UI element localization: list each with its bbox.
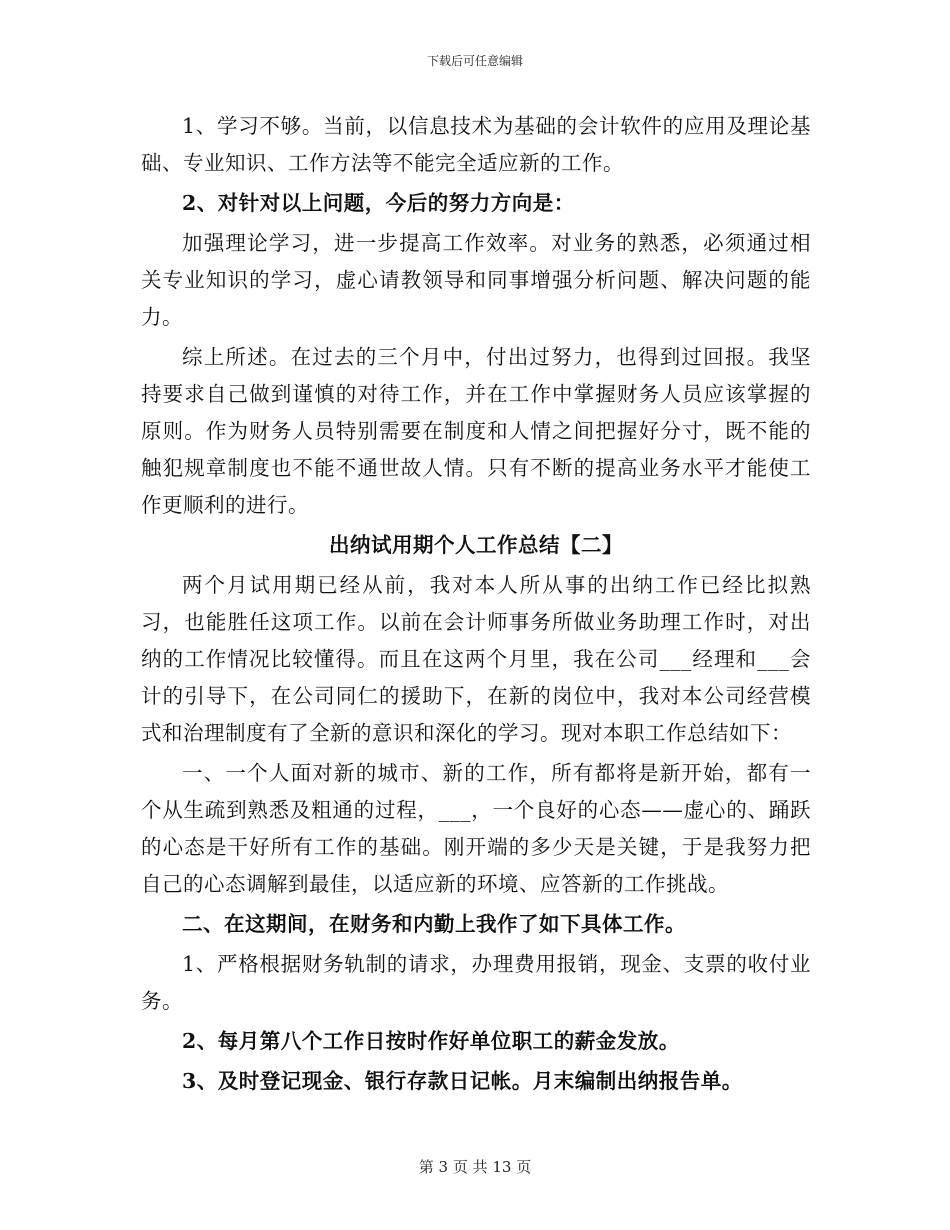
paragraph-item-1: 1、严格根据财务轨制的请求，办理费用报销，现金、支票的收付业务。 <box>141 952 811 1013</box>
paragraph-attitude: 一、一个人面对新的城市、新的工作，所有都将是新开始，都有一个从生疏到熟悉及粗通的过程，___，一个良好的心态——虚心的、踊跃的心态是干好所有工作的基础。刚开端的多少天是关键，于是我努力把自己的心态调解到最佳，以适应新的环境、应答新的工作挑战。 <box>141 761 811 896</box>
paragraph-direction-heading: 2、对针对以上问题，今后的努力方向是： <box>182 191 575 215</box>
paragraph-work-heading: 二、在这期间，在财务和内勤上我作了如下具体工作。 <box>182 912 686 936</box>
page-footer: 第 3 页 共 13 页 <box>418 1158 532 1176</box>
page-header: 下载后可任意编辑 <box>426 54 523 68</box>
paragraph-study-shortfall: 1、学习不够。当前，以信息技术为基础的会计软件的应用及理论基础、专业知识、工作方法等不能完全适应新的工作。 <box>141 114 811 175</box>
document-body <box>141 108 811 1103</box>
section-title: 出纳试用期个人工作总结【二】 <box>329 533 623 557</box>
paragraph-probation-intro: 两个月试用期已经从前，我对本人所从事的出纳工作已经比拟熟习，也能胜任这项工作。以前在会计师事务所做业务助理工作时，对出纳的工作情况比较懂得。而且在这两个月里，我在公司___经理和___会计的引导下，在公司同仁的援助下，在新的岗位中，我对本公司经营模式和治理制度有了全新的意识和深化的学习。现对本职工作总结如下： <box>141 573 811 745</box>
paragraph-item-3: 3、及时登记现金、银行存款日记帐。月末编制出纳报告单。 <box>182 1069 743 1093</box>
paragraph-summary: 综上所述。在过去的三个月中，付出过努力，也得到过回报。我坚持要求自己做到谨慎的对待工作，并在工作中掌握财务人员应该掌握的原则。作为财务人员特别需要在制度和人情之间把握好分寸，既不能的触犯规章制度也不能不通世故人情。只有不断的提高业务水平才能使工作更顺利的进行。 <box>141 345 811 517</box>
paragraph-theory-study: 加强理论学习，进一步提高工作效率。对业务的熟悉，必须通过相关专业知识的学习，虚心请教领导和同事增强分析问题、解决问题的能力。 <box>141 231 811 329</box>
paragraph-item-2: 2、每月第八个工作日按时作好单位职工的薪金发放。 <box>182 1029 680 1053</box>
